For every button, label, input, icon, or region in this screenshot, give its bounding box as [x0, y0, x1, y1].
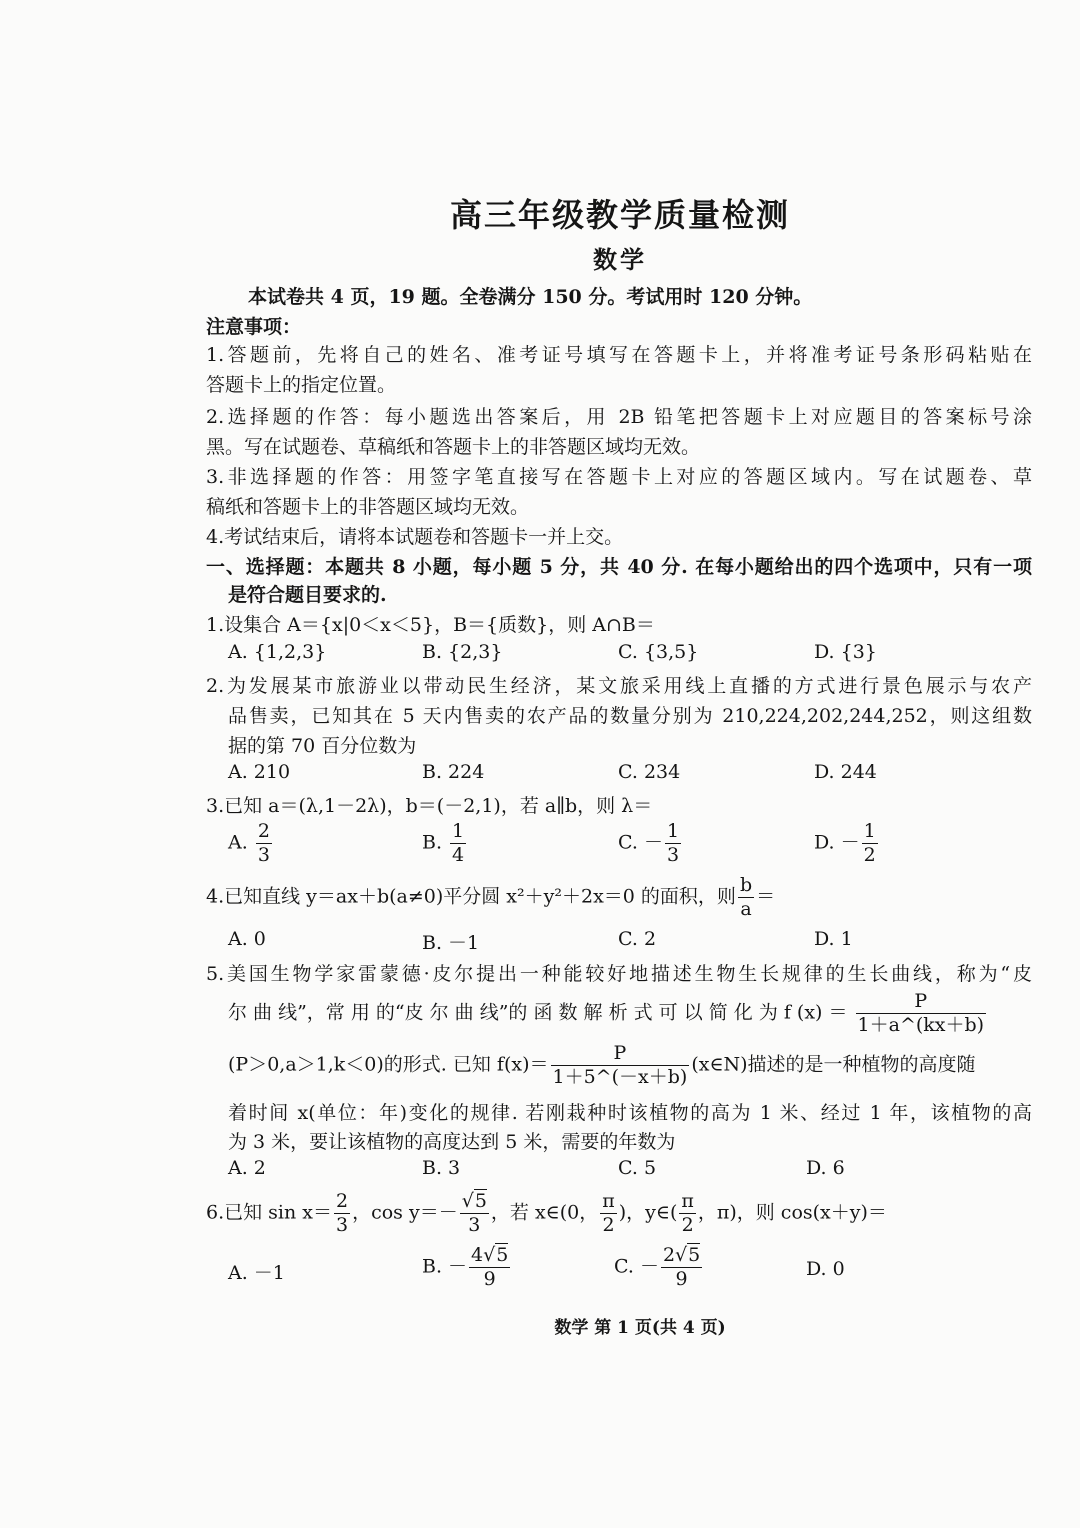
notice-item-4: 4.考试结束后，请将本试题卷和答题卡一并上交。 [206, 526, 624, 548]
q2-option-d: D. 244 [814, 761, 877, 783]
q6-option-d: D. 0 [806, 1258, 845, 1280]
q5-option-a: A. 2 [228, 1157, 266, 1179]
notice-item-3-line-2: 稿纸和答题卡上的非答题区域均无效。 [206, 496, 530, 518]
q6-option-a: A. －1 [228, 1262, 285, 1284]
q4-option-b: B. －1 [422, 932, 480, 954]
q1-option-b: B. {2,3} [422, 641, 503, 663]
notice-item-1-line-2: 答题卡上的指定位置。 [206, 374, 397, 396]
question-5-line-2: 尔 曲 线”，常 用 的“皮 尔 曲 线”的 函 数 解 析 式 可 以 简 化 为 f (x) ＝ $\frac{P}{1+a\^{}(kx+b)}$ [228, 990, 985, 1036]
notice-heading: 注意事项： [206, 316, 302, 338]
q1-option-a: A. {1,2,3} [228, 641, 327, 663]
q3-option-b: B. $\frac{1}{4}$ [422, 820, 465, 866]
notice-item-1-line-1: 1.答题前，先将自己的姓名、准考证号填写在答题卡上，并将准考证号条形码粘贴在 [206, 344, 1032, 366]
q3-option-c: C. － $\frac{1}{3}$ [618, 820, 680, 866]
q1-option-c: C. {3,5} [618, 641, 699, 663]
notice-item-2-line-2: 黑。写在试题卷、草稿纸和答题卡上的非答题区域均无效。 [206, 436, 701, 458]
q2-option-a: A. 210 [228, 761, 291, 783]
q2-option-b: B. 224 [422, 761, 485, 783]
question-5-line-4: 着时间 x(单位：年)变化的规律. 若刚栽种时该植物的高为 1 米、经过 1 年，该植物的高 [228, 1102, 1032, 1124]
exam-subject: 数学 [593, 245, 647, 274]
q3-option-d: D. － $\frac{1}{2}$ [814, 820, 876, 866]
section-heading-line-1: 一、选择题：本题共 8 小题，每小题 5 分，共 40 分. 在每小题给出的四个选项中，只有一项 [206, 556, 1032, 578]
section-heading-line-2: 是符合题目要求的. [228, 584, 387, 606]
question-5-line-5: 为 3 米，要让该植物的高度达到 5 米，需要的年数为 [228, 1131, 676, 1153]
notice-item-3-line-1: 3.非选择题的作答：用签字笔直接写在答题卡上对应的答题区域内。写在试题卷、草 [206, 466, 1032, 488]
q6-option-c: C. － $\frac{2√5}{9}$ [614, 1244, 701, 1290]
q3-option-a: A. $\frac{2}{3}$ [228, 820, 270, 866]
q4-option-a: A. 0 [228, 928, 266, 950]
notice-item-2-line-1: 2.选择题的作答：每小题选出答案后，用 2B 铅笔把答题卡上对应题目的答案标号涂 [206, 406, 1032, 428]
question-6-stem: 6.已知 sin x＝ $\frac{2}{3}$ ，cos y＝－ $\frac{√5}{3}$ ，若 x∈(0， $\frac{\pi}{2}$ )，y∈( $\frac{\pi}{2}$ ，π)，则 cos(x＋y)＝ [206, 1190, 887, 1236]
question-5-line-3: (P＞0,a＞1,k＜0)的形式. 已知 f(x)＝ $\frac{P}{1+5\^{}(-x+b)}$ (x∈N)描述的是一种植物的高度随 [228, 1042, 976, 1088]
page-footer: 数学 第 1 页(共 4 页) [554, 1318, 726, 1338]
question-3-stem: 3.已知 a＝(λ,1－2λ)，b＝(－2,1)，若 a∥b，则 λ＝ [206, 795, 653, 817]
q4-option-c: C. 2 [618, 928, 657, 950]
question-2-line-2: 品售卖，已知其在 5 天内售卖的农产品的数量分别为 210,224,202,244,252，则这组数 [228, 705, 1032, 727]
question-2-line-3: 据的第 70 百分位数为 [228, 735, 417, 757]
question-2-line-1: 2.为发展某市旅游业以带动民生经济，某文旅采用线上直播的方式进行景色展示与农产 [206, 675, 1032, 697]
exam-info: 本试卷共 4 页，19 题。全卷满分 150 分。考试用时 120 分钟。 [248, 286, 813, 308]
q5-option-b: B. 3 [422, 1157, 461, 1179]
q1-option-d: D. {3} [814, 641, 877, 663]
question-4-stem: 4.已知直线 y＝ax＋b(a≠0)平分圆 x²＋y²＋2x＝0 的面积，则 $\frac{b}{a}$ ＝ [206, 874, 776, 920]
question-5-line-1: 5.美国生物学家雷蒙德·皮尔提出一种能较好地描述生物生长规律的生长曲线，称为“皮 [206, 963, 1032, 985]
q2-option-c: C. 234 [618, 761, 681, 783]
q5-option-c: C. 5 [618, 1157, 657, 1179]
question-1-stem: 1.设集合 A＝{x|0＜x＜5}，B＝{质数}，则 A∩B＝ [206, 614, 655, 636]
q5-option-d: D. 6 [806, 1157, 845, 1179]
q4-option-d: D. 1 [814, 928, 853, 950]
q6-option-b: B. － $\frac{4√5}{9}$ [422, 1244, 509, 1290]
exam-title: 高三年级教学质量检测 [449, 196, 790, 234]
